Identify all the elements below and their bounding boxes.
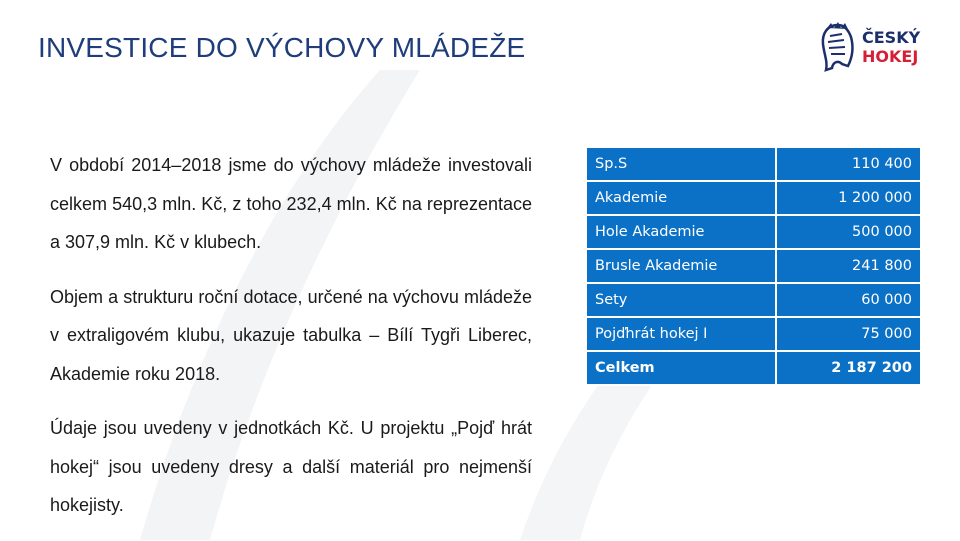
subsidy-table: [587, 148, 922, 386]
table-row: [587, 216, 922, 250]
page-title: INVESTICE DO VÝCHOVY MLÁDEŽE: [38, 32, 526, 63]
paragraph-units-note: Údaje jsou uvedeny v jednotkách Kč. U projektu „Pojď hrát hokej“ jsou uvedeny dresy a další materiál pro nejmenší hokejisty.: [50, 418, 532, 515]
row-label: Sety: [587, 284, 777, 318]
table-row: [587, 284, 922, 318]
row-value: 500 000: [777, 216, 922, 250]
logo-line-cesky: ČESKÝ: [862, 28, 921, 47]
row-label: Hole Akademie: [587, 216, 777, 250]
table-row: [587, 148, 922, 182]
row-label: Sp.S: [587, 148, 777, 182]
logo-wordmark: [862, 28, 920, 66]
row-label: Pojďhrát hokej I: [587, 318, 777, 352]
row-label: Akademie: [587, 182, 777, 216]
paragraph-structure: Objem a strukturu roční dotace, určené na výchovu mládeže v extraligovém klubu, ukazuje tabulka – Bílí Tygři Liberec, Akademie roku 2018.: [50, 286, 532, 384]
row-value: 241 800: [777, 250, 922, 284]
table-row: [587, 182, 922, 216]
lion-icon: [818, 22, 858, 74]
table-row: [587, 250, 922, 284]
row-value: 1 200 000: [777, 182, 922, 216]
logo-line-hokej: HOKEJ: [862, 47, 919, 66]
paragraph-investment: V období 2014–2018 jsme do výchovy mládeže investovali celkem 540,3 mln. Kč, z toho 232,4 mln. Kč na reprezentace a 307,9 mln. Kč v klubech.: [50, 155, 532, 252]
row-value: 75 000: [777, 318, 922, 352]
row-value: 110 400: [777, 148, 922, 182]
table-total-row: [587, 352, 922, 386]
total-value: 2 187 200: [777, 352, 922, 386]
row-label: Brusle Akademie: [587, 250, 777, 284]
cesky-hokej-logo: [818, 22, 928, 78]
table-row: [587, 318, 922, 352]
total-label: Celkem: [587, 352, 777, 386]
row-value: 60 000: [777, 284, 922, 318]
body-text: [50, 146, 532, 541]
